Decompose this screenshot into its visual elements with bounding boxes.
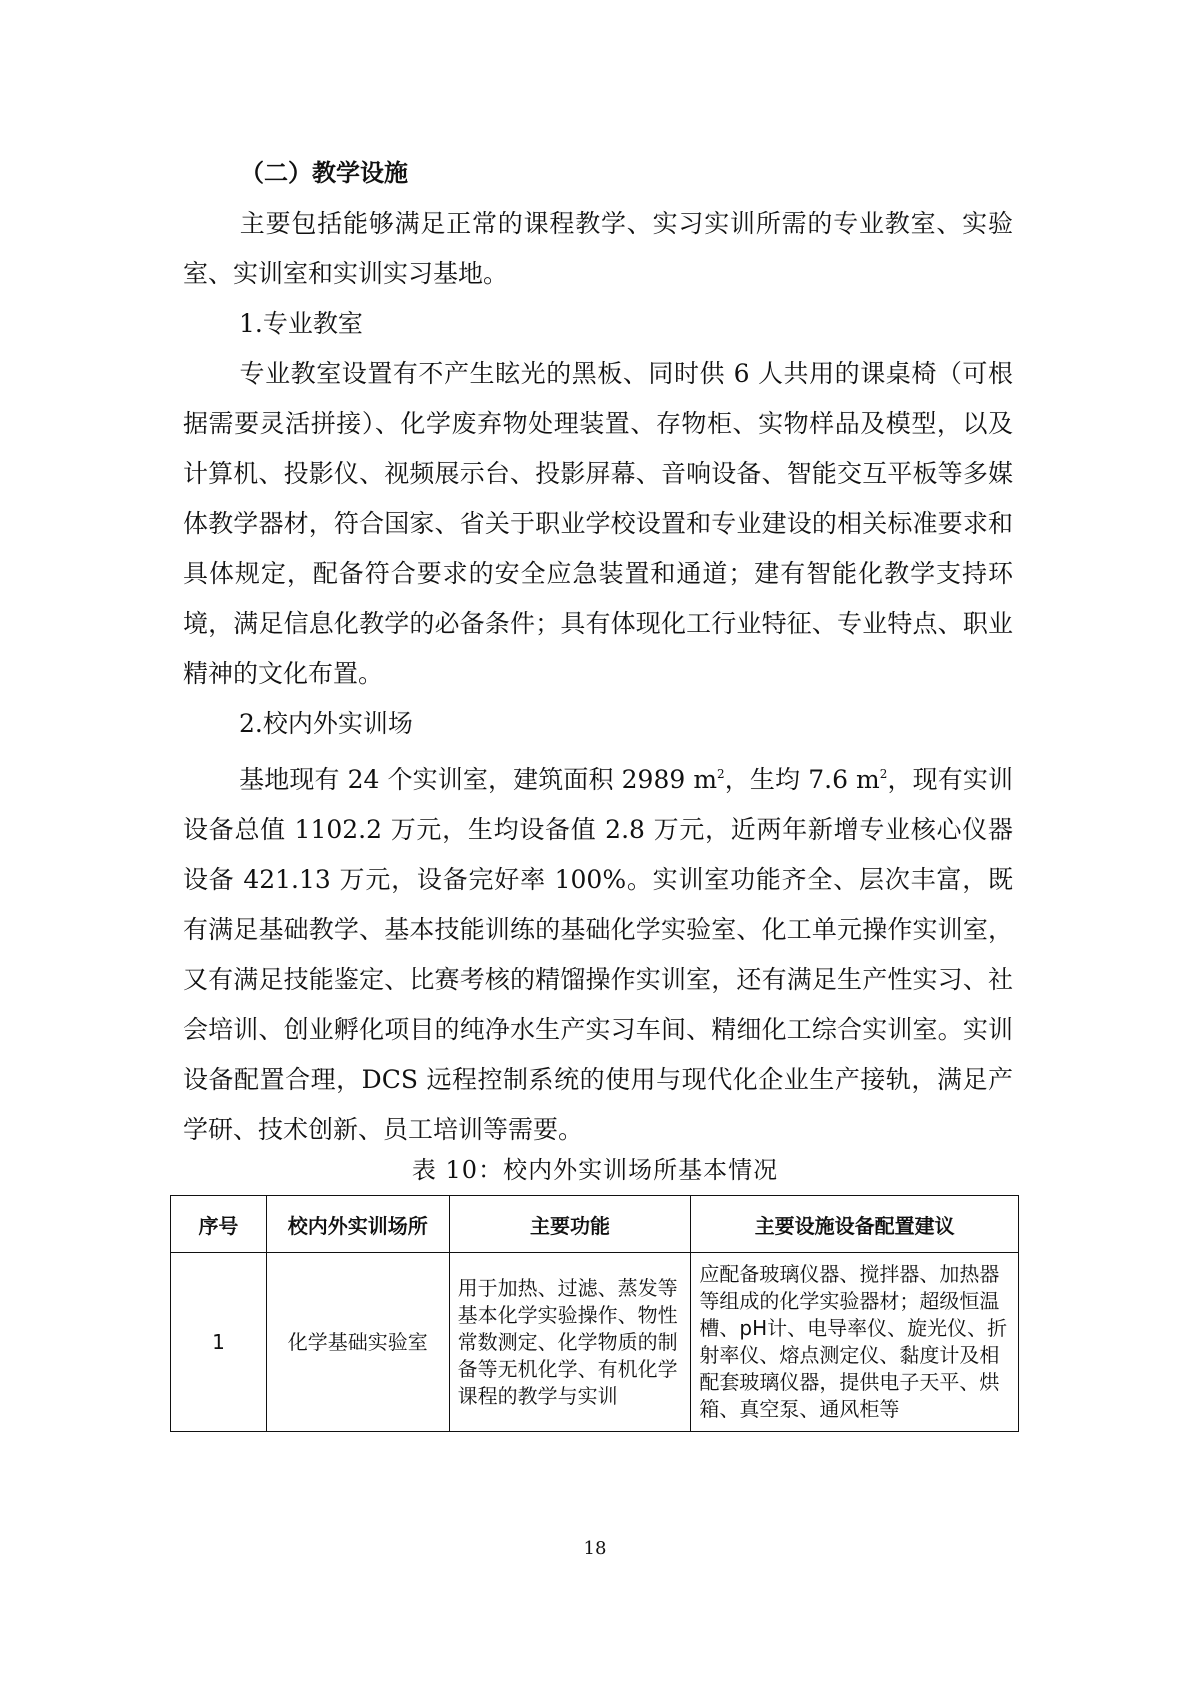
header-venue: 校内外实训场所: [266, 1196, 449, 1253]
facilities-table: [170, 1195, 1019, 1432]
section1-paragraph: [183, 349, 1013, 699]
header-function: 主要功能: [449, 1196, 691, 1253]
section1-body-block: [183, 349, 1013, 699]
section2-block: [183, 699, 1013, 749]
section2-title: 2.校内外实训场: [239, 709, 413, 738]
superscript-2: 2: [717, 767, 725, 781]
section2-body-part1: 基地现有 24 个实训室，建筑面积 2989 m: [239, 765, 718, 794]
intro-paragraph: [183, 199, 1013, 299]
table-caption: 表 10：校内外实训场所基本情况: [411, 1156, 779, 1184]
section-heading: （二）教学设施: [240, 158, 408, 187]
section1-title: 1.专业教室: [239, 309, 363, 338]
cell-equipment: 应配备玻璃仪器、搅拌器、加热器等组成的化学实验器材；超级恒温槽、pH计、电导率仪、旋光仪、折射率仪、熔点测定仪、黏度计及相配套玻璃仪器，提供电子天平、烘箱、真空泵、通风柜等: [691, 1253, 1019, 1432]
section1-body: 专业教室设置有不产生眩光的黑板、同时供 6 人共用的课桌椅（可根据需要灵活拼接）、化学废弃物处理装置、存物柜、实物样品及模型，以及计算机、投影仪、视频展示台、投影屏幕、音响设备、智能交互平板等多媒体教学器材，符合国家、省关于职业学校设置和专业建设的相关标准要求和具体规定，配备符合要求的安全应急装置和通道；建有智能化教学支持环境，满足信息化教学的必备条件；具有体现化工行业特征、专业特点、职业精神的文化布置。: [183, 359, 1013, 688]
intro-paragraph-block: [183, 199, 1013, 299]
table-header-row: [171, 1196, 1019, 1253]
cell-venue: 化学基础实验室: [266, 1253, 449, 1432]
section2-body-block: [183, 749, 1013, 1155]
header-equipment: 主要设施设备配置建议: [691, 1196, 1019, 1253]
intro-text: 主要包括能够满足正常的课程教学、实习实训所需的专业教室、实验室、实训室和实训实习基地。: [183, 209, 1013, 288]
section2-paragraph: [183, 749, 1013, 1155]
cell-index: 1: [171, 1253, 267, 1432]
superscript-2-second: 2: [879, 767, 888, 781]
table-row: [171, 1253, 1019, 1432]
section2-body-part2: ，生均 7.6 m: [724, 765, 880, 794]
header-index: 序号: [171, 1196, 267, 1253]
page-number: 18: [583, 1538, 607, 1559]
section1-block: [183, 299, 1013, 349]
cell-function: 用于加热、过滤、蒸发等基本化学实验操作、物性常数测定、化学物质的制备等无机化学、有机化学课程的教学与实训: [449, 1253, 691, 1432]
section2-body-part3: ，现有实训设备总值 1102.2 万元，生均设备值 2.8 万元，近两年新增专业核心仪器设备 421.13 万元，设备完好率 100%。实训室功能齐全、层次丰富，既有满足基础教学、基本技能训练的基础化学实验室、化工单元操作实训室，又有满足技能鉴定、比赛考核的精馏操作实训室，还有满足生产性实习、社会培训、创业孵化项目的纯净水生产实习车间、精细化工综合实训室。实训设备配置合理，DCS 远程控制系统的使用与现代化企业生产接轨，满足产学研、技术创新、员工培训等需要。: [183, 765, 1013, 1144]
